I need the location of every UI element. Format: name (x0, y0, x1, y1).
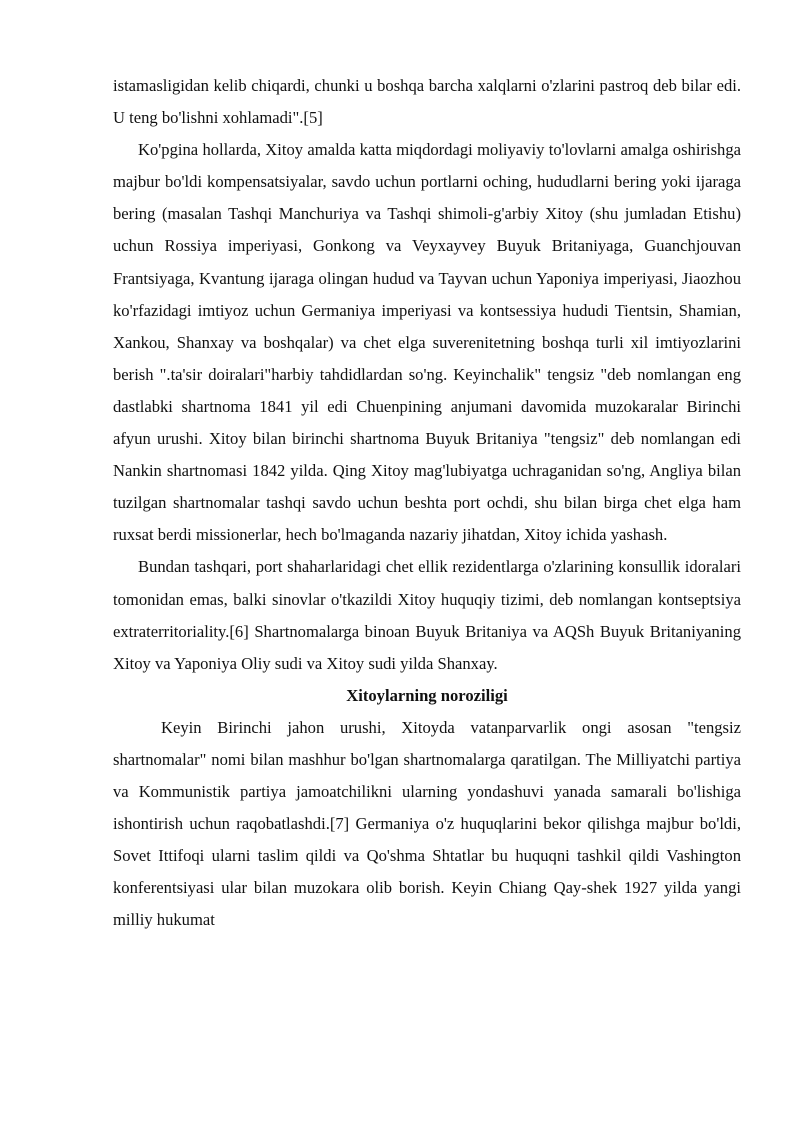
section-heading: Xitoylarning noroziligi (346, 685, 508, 705)
paragraph-treaties: Ko'pgina hollarda, Xitoy amalda katta miqdordagi moliyaviy to'lovlarni amalga oshirishga majbur bo'ldi kompensatsiyalar, savdo uchun portlarni oching, hududlarni bering yoki ijaraga bering (masalan Tashqi Manchuriya va Tashqi shimoli-g'arbiy Xitoy (shu jumladan Etishu) uchun Rossiya imperiyasi, Gonkong va Veyxayvey Buyuk Britaniyaga, Guanchjouvan Frantsiyaga, Kvantung ijaraga olingan hudud va Tayvan uchun Yaponiya imperiyasi, Jiaozhou ko'rfazidagi imtiyoz uchun Germaniya imperiyasi va kontsessiya hududi Tientsin, Shamian, Xankou, Shanxay va boshqalar) va chet elga suverenitetning boshqa turli xil imtiyozlarini berish ".ta'sir doiralari"harbiy tahdidlardan so'ng. Keyinchalik" tengsiz "deb nomlangan eng dastlabki shartnoma 1841 yil edi Chuenpining anjumani davomida muzokaralar Birinchi afyun urushi. Xitoy bilan birinchi shartnoma Buyuk Britaniya "tengsiz" deb nomlangan edi Nankin shartnomasi 1842 yilda. Qing Xitoy mag'lubiyatga uchraganidan so'ng, Angliya bilan tuzilgan shartnomalar tashqi savdo uchun beshta port ochdi, shu bilan birga chet elga ham ruxsat berdi missionerlar, hech bo'lmaganda nazariy jihatdan, Xitoy ichida yashash. (113, 140, 741, 545)
paragraph-extraterritoriality: Bundan tashqari, port shaharlaridagi chet ellik rezidentlarga o'zlarining konsullik idoralari tomonidan emas, balki sinovlar o'tkazildi Xitoy huquqiy tizimi, deb nomlangan kontseptsiya extraterritoriality.[6] Shartnomalarga binoan Buyuk Britaniya va AQSh Buyuk Britaniyaning Xitoy va Yaponiya Oliy sudi va Xitoy sudi yilda Shanxay. (113, 557, 741, 673)
paragraph-continuation: istamasligidan kelib chiqardi, chunki u boshqa barcha xalqlarni o'zlarini pastroq deb bilar edi. U teng bo'lishni xohlamadi".[5] (113, 76, 741, 128)
paragraph-chinese-discontent: Keyin Birinchi jahon urushi, Xitoyda vatanparvarlik ongi asosan "tengsiz shartnomalar" nomi bilan mashhur bo'lgan shartnomalarga qaratilgan. The Milliyatchi partiya va Kommunistik partiya jamoatchilikni ularning yondashuvi yanada samarali bo'lishiga ishontirish uchun raqobatlashdi.[7] Germaniya o'z huquqlarini bekor qilishga majbur bo'ldi, Sovet Ittifoqi ularni taslim qildi va Qo'shma Shtatlar bu huquqni tashkil qildi Vashington konferentsiyasi ular bilan muzokara olib borish. Keyin Chiang Qay-shek 1927 yilda yangi milliy hukumat (113, 717, 741, 930)
document-page (113, 70, 741, 937)
